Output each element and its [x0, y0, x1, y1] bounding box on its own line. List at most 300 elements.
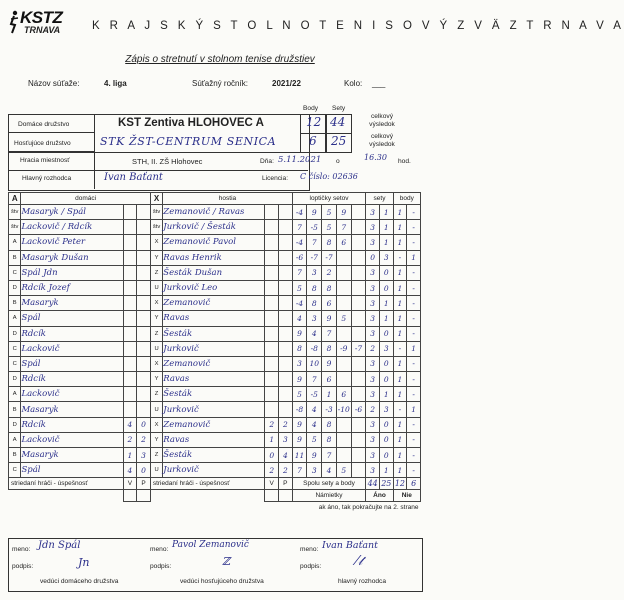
row-set-4 — [336, 296, 351, 311]
row-guest-wins — [265, 205, 279, 220]
row-sets-guest: 0 — [379, 356, 393, 371]
row-set-3: 7 — [322, 326, 337, 341]
row-set-1: 9 — [292, 417, 307, 432]
row-home-wins — [123, 356, 137, 371]
row-body-home: 1 — [393, 220, 407, 235]
row-sets-home: 2 — [366, 402, 380, 417]
table-header — [9, 193, 421, 205]
table-row — [9, 326, 421, 341]
row-home-losses — [137, 235, 151, 250]
row-sets-guest: 0 — [379, 432, 393, 447]
row-sets-guest: 1 — [379, 205, 393, 220]
row-guest-wins — [265, 311, 279, 326]
row-set-2: -5 — [307, 220, 322, 235]
row-set-5: -6 — [351, 402, 366, 417]
row-home-wins — [123, 402, 137, 417]
row-set-2: 3 — [307, 265, 322, 280]
row-set-4: 5 — [336, 463, 351, 478]
row-set-5 — [351, 220, 366, 235]
row-guest-losses — [279, 341, 293, 356]
row-guest-wins — [265, 402, 279, 417]
row-sets-home: 3 — [366, 220, 380, 235]
row-body-guest: - — [407, 463, 421, 478]
row-home-losses — [137, 205, 151, 220]
table-row — [9, 387, 421, 402]
row-home-player: Rdcík Jozef — [21, 280, 123, 295]
row-set-5: -7 — [351, 341, 366, 356]
row-set-3: 4 — [322, 463, 337, 478]
row-set-2: 4 — [307, 402, 322, 417]
row-body-home: 1 — [393, 356, 407, 371]
license-label: Licencia: — [262, 175, 289, 182]
row-home-player: Spál — [21, 311, 123, 326]
row-guest-losses: 3 — [279, 432, 293, 447]
continue-note: ak áno, tak pokračujte na 2. strane — [318, 504, 419, 512]
row-guest-losses — [279, 296, 293, 311]
row-home-player: Spál Jdn — [21, 265, 123, 280]
row-set-5 — [351, 235, 366, 250]
table-row — [9, 432, 421, 447]
row-body-home: 1 — [393, 296, 407, 311]
table-row — [9, 280, 421, 295]
home-team-label: Domáce družstvo — [18, 121, 70, 128]
row-set-1: 8 — [292, 341, 307, 356]
row-set-5 — [351, 417, 366, 432]
row-guest-code: Z — [150, 326, 162, 341]
row-home-code: C — [9, 341, 21, 356]
row-sets-home: 3 — [366, 448, 380, 463]
row-body-home: 1 — [393, 265, 407, 280]
row-home-player: Masaryk / Spál — [21, 205, 123, 220]
row-set-5 — [351, 372, 366, 387]
row-sets-home: 3 — [366, 205, 380, 220]
row-home-losses: 2 — [137, 432, 151, 447]
row-body-home: 1 — [393, 432, 407, 447]
row-set-4 — [336, 372, 351, 387]
row-set-4 — [336, 326, 351, 341]
row-set-5 — [351, 250, 366, 265]
table-row — [9, 417, 421, 432]
row-body-guest: - — [407, 356, 421, 371]
row-body-home: - — [393, 402, 407, 417]
row-set-2: 3 — [307, 463, 322, 478]
row-home-code: B — [9, 402, 21, 417]
table-row — [9, 448, 421, 463]
row-body-guest: - — [407, 235, 421, 250]
row-set-1: 5 — [292, 280, 307, 295]
row-home-player: Spál — [21, 356, 123, 371]
row-set-3: 5 — [322, 205, 337, 220]
row-guest-wins — [265, 265, 279, 280]
row-guest-losses: 2 — [279, 463, 293, 478]
row-sets-home: 2 — [366, 341, 380, 356]
row-body-guest: 1 — [407, 341, 421, 356]
row-sets-guest: 1 — [379, 296, 393, 311]
hours-label: hod. — [398, 158, 411, 165]
row-guest-player: Zemanovič / Ravas — [163, 205, 265, 220]
row-home-code: D — [9, 372, 21, 387]
row-home-player: Masaryk — [21, 402, 123, 417]
row-set-5 — [351, 326, 366, 341]
row-set-3: -3 — [322, 402, 337, 417]
row-guest-player: Ravas — [163, 372, 265, 387]
row-sets-guest: 1 — [379, 311, 393, 326]
row-home-losses — [137, 280, 151, 295]
total-body-home: 12 — [394, 479, 405, 489]
overall-result-label-guest: celkový výsledok — [369, 133, 395, 148]
row-set-3: 7 — [322, 448, 337, 463]
row-set-5 — [351, 432, 366, 447]
total-sets-guest: 25 — [381, 479, 392, 489]
row-home-code: B — [9, 296, 21, 311]
row-guest-losses: 2 — [279, 417, 293, 432]
row-body-guest: - — [407, 280, 421, 295]
row-set-4 — [336, 356, 351, 371]
row-body-home: 1 — [393, 205, 407, 220]
row-body-home: 1 — [393, 235, 407, 250]
row-set-4 — [336, 448, 351, 463]
guest-team-value: STK ŽST-CENTRUM SENICA — [100, 135, 277, 148]
row-home-player: Rdcík — [21, 326, 123, 341]
row-home-code: D — [9, 326, 21, 341]
table-row — [9, 296, 421, 311]
row-home-code: D — [9, 417, 21, 432]
row-guest-player: Šesták Dušan — [163, 265, 265, 280]
row-body-home: 1 — [393, 463, 407, 478]
row-home-losses — [137, 372, 151, 387]
row-body-home: - — [393, 250, 407, 265]
guest-leader-name: Pavol Zemanovič — [172, 540, 249, 550]
row-home-player: Lackovič Peter — [21, 235, 123, 250]
row-body-home: 1 — [393, 280, 407, 295]
row-sets-home: 0 — [366, 250, 380, 265]
row-home-losses — [137, 220, 151, 235]
row-set-4: 6 — [336, 387, 351, 402]
row-set-2: 9 — [307, 205, 322, 220]
home-subs-label: striedaní hráči - úspešnosť — [9, 478, 124, 490]
row-home-wins: 4 — [123, 463, 137, 478]
row-set-5 — [351, 356, 366, 371]
row-guest-player: Zemanovič — [163, 296, 265, 311]
row-home-player: Masaryk — [21, 296, 123, 311]
row-sets-guest: 0 — [379, 280, 393, 295]
row-home-player: Masaryk — [21, 448, 123, 463]
col-guest-header: hostia — [163, 193, 292, 205]
ref-name-label: meno: — [300, 546, 319, 553]
row-sets-guest: 1 — [379, 235, 393, 250]
home-leader-caption: vedúci domáceho družstva — [40, 578, 119, 585]
col-a-header: A — [9, 193, 21, 205]
row-set-4 — [336, 280, 351, 295]
row-home-code: C — [9, 356, 21, 371]
row-guest-player: Zemanovič Pavol — [163, 235, 265, 250]
row-guest-code: Z — [150, 387, 162, 402]
referee-value: Ivan Baťant — [104, 172, 163, 183]
row-set-4 — [336, 250, 351, 265]
row-set-2: 7 — [307, 235, 322, 250]
guest-team-label: Hosťujúce družstvo — [14, 140, 71, 147]
row-set-1: 9 — [292, 432, 307, 447]
row-home-code: štv — [9, 205, 21, 220]
row-set-4: 9 — [336, 205, 351, 220]
logo-sub-text: TRNAVA — [24, 25, 61, 35]
row-home-losses — [137, 296, 151, 311]
row-home-losses — [137, 311, 151, 326]
row-body-guest: - — [407, 296, 421, 311]
row-home-wins — [123, 235, 137, 250]
row-guest-losses — [279, 326, 293, 341]
row-guest-code: X — [150, 417, 162, 432]
row-sets-guest: 0 — [379, 265, 393, 280]
row-home-code: A — [9, 311, 21, 326]
row-sets-home: 3 — [366, 311, 380, 326]
day-value: 5.11.2021 — [278, 155, 322, 165]
objections-yes[interactable]: Áno — [366, 490, 393, 502]
row-guest-losses — [279, 402, 293, 417]
row-body-guest: 1 — [407, 402, 421, 417]
row-set-3: -7 — [322, 250, 337, 265]
row-sets-home: 3 — [366, 280, 380, 295]
guest-subs-v: V — [265, 478, 279, 490]
row-body-home: 1 — [393, 326, 407, 341]
row-home-losses — [137, 326, 151, 341]
home-subs-p: P — [137, 478, 151, 490]
guest-subs-p: P — [279, 478, 293, 490]
col-home-header: domáci — [21, 193, 150, 205]
row-guest-code: štv — [150, 220, 162, 235]
referee-signature: ⁄𝓉 — [356, 554, 363, 569]
row-home-wins — [123, 372, 137, 387]
row-sets-guest: 1 — [379, 463, 393, 478]
row-body-guest: - — [407, 448, 421, 463]
license-value: C číslo: 02636 — [300, 172, 358, 181]
round-value: ___ — [372, 79, 386, 88]
row-guest-losses — [279, 311, 293, 326]
row-home-code: štv — [9, 220, 21, 235]
col-points-header: loptičky setov — [292, 193, 366, 205]
home-team-value: KST Zentiva HLOHOVEC A — [118, 117, 264, 129]
home-points-value: 12 — [306, 115, 322, 129]
row-set-2: -8 — [307, 341, 322, 356]
row-set-3: 2 — [322, 265, 337, 280]
row-home-player: Rdcík — [21, 372, 123, 387]
row-set-2: 10 — [307, 356, 322, 371]
row-body-guest: - — [407, 372, 421, 387]
day-label: Dňa: — [260, 158, 274, 165]
competition-label: Názov súťaže: — [28, 79, 80, 88]
row-sets-home: 3 — [366, 432, 380, 447]
row-guest-code: X — [150, 356, 162, 371]
table-footer — [9, 478, 421, 490]
table-row — [9, 463, 421, 478]
row-home-player: Lackovič — [21, 432, 123, 447]
row-guest-player: Šesták — [163, 387, 265, 402]
row-home-player: Lackovič — [21, 387, 123, 402]
home-leader-name: Jdn Spál — [38, 540, 81, 551]
row-sets-home: 3 — [366, 387, 380, 402]
table-row — [9, 250, 421, 265]
row-home-player: Spál — [21, 463, 123, 478]
row-guest-code: Z — [150, 448, 162, 463]
row-body-home: 1 — [393, 417, 407, 432]
row-set-1: 7 — [292, 220, 307, 235]
row-set-2: 9 — [307, 448, 322, 463]
overall-result-label-home: celkový výsledok — [369, 113, 395, 128]
row-sets-home: 3 — [366, 296, 380, 311]
guest-points-value: 6 — [309, 134, 317, 148]
row-set-3: 5 — [322, 220, 337, 235]
row-home-wins: 1 — [123, 448, 137, 463]
row-set-4: -9 — [336, 341, 351, 356]
row-guest-losses — [279, 387, 293, 402]
row-set-3: 9 — [322, 356, 337, 371]
row-sets-guest: 0 — [379, 448, 393, 463]
row-set-4 — [336, 417, 351, 432]
row-home-wins — [123, 341, 137, 356]
total-body-guest: 6 — [407, 478, 421, 490]
row-set-4: 7 — [336, 220, 351, 235]
row-home-losses — [137, 402, 151, 417]
row-guest-wins — [265, 341, 279, 356]
row-set-4: 5 — [336, 311, 351, 326]
row-guest-wins: 0 — [265, 448, 279, 463]
row-home-player: Lackovič / Rdcík — [21, 220, 123, 235]
row-set-3: 8 — [322, 235, 337, 250]
row-home-losses: 0 — [137, 417, 151, 432]
page-subtitle: Zápis o stretnutí v stolnom tenise družstiev — [125, 54, 315, 65]
total-sets-home: 44 — [367, 479, 378, 489]
row-set-5 — [351, 265, 366, 280]
table-row — [9, 265, 421, 280]
row-guest-code: U — [150, 341, 162, 356]
row-set-2: 4 — [307, 326, 322, 341]
page-title: K R A J S K Ý S T O L N O T E N I S O V Ý Z V Ä Z T R N A V A — [92, 20, 624, 32]
row-guest-code: Y — [150, 432, 162, 447]
row-guest-wins — [265, 220, 279, 235]
total-label: Spolu sety a body — [292, 478, 366, 490]
row-home-code: A — [9, 432, 21, 447]
row-sets-home: 3 — [366, 417, 380, 432]
row-home-losses — [137, 341, 151, 356]
row-home-wins: 4 — [123, 417, 137, 432]
row-guest-wins — [265, 326, 279, 341]
row-guest-player: Zemanovič — [163, 417, 265, 432]
row-guest-player: Šesták — [163, 326, 265, 341]
row-set-2: 3 — [307, 311, 322, 326]
home-subs-v: V — [123, 478, 137, 490]
table-row — [9, 220, 421, 235]
row-set-4: -10 — [336, 402, 351, 417]
row-home-code: A — [9, 235, 21, 250]
sets-header: Sety — [332, 105, 346, 112]
row-body-guest: - — [407, 311, 421, 326]
guest-signature: ℤ — [222, 555, 231, 568]
row-guest-player: Ravas — [163, 311, 265, 326]
row-set-5 — [351, 280, 366, 295]
row-guest-wins — [265, 235, 279, 250]
home-name-label: meno: — [12, 546, 31, 553]
row-home-code: B — [9, 448, 21, 463]
season-label: Súťažný ročník: — [192, 79, 248, 88]
player-figure-icon — [6, 10, 20, 34]
row-body-guest: - — [407, 326, 421, 341]
row-guest-code: X — [150, 296, 162, 311]
row-guest-code: U — [150, 280, 162, 295]
row-guest-code: Y — [150, 311, 162, 326]
guest-subs-label: striedaní hráči - úspešnosť — [150, 478, 265, 490]
row-set-1: 11 — [292, 448, 307, 463]
row-body-guest: 1 — [407, 250, 421, 265]
table-row — [9, 311, 421, 326]
row-set-2: 8 — [307, 280, 322, 295]
row-home-wins — [123, 296, 137, 311]
referee-caption: hlavný rozhodca — [338, 578, 387, 585]
row-guest-wins: 1 — [265, 432, 279, 447]
row-guest-wins — [265, 356, 279, 371]
row-guest-losses — [279, 250, 293, 265]
row-set-1: -4 — [292, 205, 307, 220]
table-body — [9, 205, 421, 478]
row-guest-code: U — [150, 402, 162, 417]
row-guest-losses: 4 — [279, 448, 293, 463]
row-set-3: 8 — [322, 280, 337, 295]
row-body-guest: - — [407, 265, 421, 280]
col-sets-header: sety — [366, 193, 393, 205]
row-body-guest: - — [407, 417, 421, 432]
home-signature: Jп — [78, 556, 90, 569]
row-set-2: 7 — [307, 372, 322, 387]
row-guest-player: Jurkovič — [163, 402, 265, 417]
row-set-1: -6 — [292, 250, 307, 265]
row-guest-code: Y — [150, 372, 162, 387]
row-home-wins — [123, 387, 137, 402]
row-body-home: 1 — [393, 448, 407, 463]
row-set-1: 5 — [292, 387, 307, 402]
row-sets-guest: 3 — [379, 250, 393, 265]
row-guest-code: Z — [150, 265, 162, 280]
home-sign-label: podpis: — [12, 563, 34, 570]
row-guest-wins — [265, 387, 279, 402]
row-set-2: 8 — [307, 296, 322, 311]
time-label: o — [336, 158, 340, 165]
row-home-wins — [123, 220, 137, 235]
row-sets-guest: 3 — [379, 402, 393, 417]
table-row — [9, 372, 421, 387]
time-value: 16.30 — [364, 153, 387, 162]
row-home-wins — [123, 250, 137, 265]
row-guest-wins: 2 — [265, 417, 279, 432]
row-body-home: - — [393, 341, 407, 356]
results-table — [8, 192, 421, 513]
row-set-3: 1 — [322, 387, 337, 402]
row-guest-losses — [279, 356, 293, 371]
row-set-3: 6 — [322, 296, 337, 311]
row-set-5 — [351, 448, 366, 463]
row-set-3: 9 — [322, 311, 337, 326]
row-set-1: -4 — [292, 296, 307, 311]
row-guest-code: U — [150, 463, 162, 478]
ref-sign-label: podpis: — [300, 563, 322, 570]
row-set-4: 6 — [336, 235, 351, 250]
objections-no[interactable]: Nie — [393, 490, 420, 502]
row-set-3: 8 — [322, 432, 337, 447]
row-guest-code: štv — [150, 205, 162, 220]
row-guest-player: Jurkovič Leo — [163, 280, 265, 295]
row-home-wins — [123, 326, 137, 341]
row-set-4 — [336, 265, 351, 280]
row-home-losses: 0 — [137, 463, 151, 478]
row-set-1: 4 — [292, 311, 307, 326]
